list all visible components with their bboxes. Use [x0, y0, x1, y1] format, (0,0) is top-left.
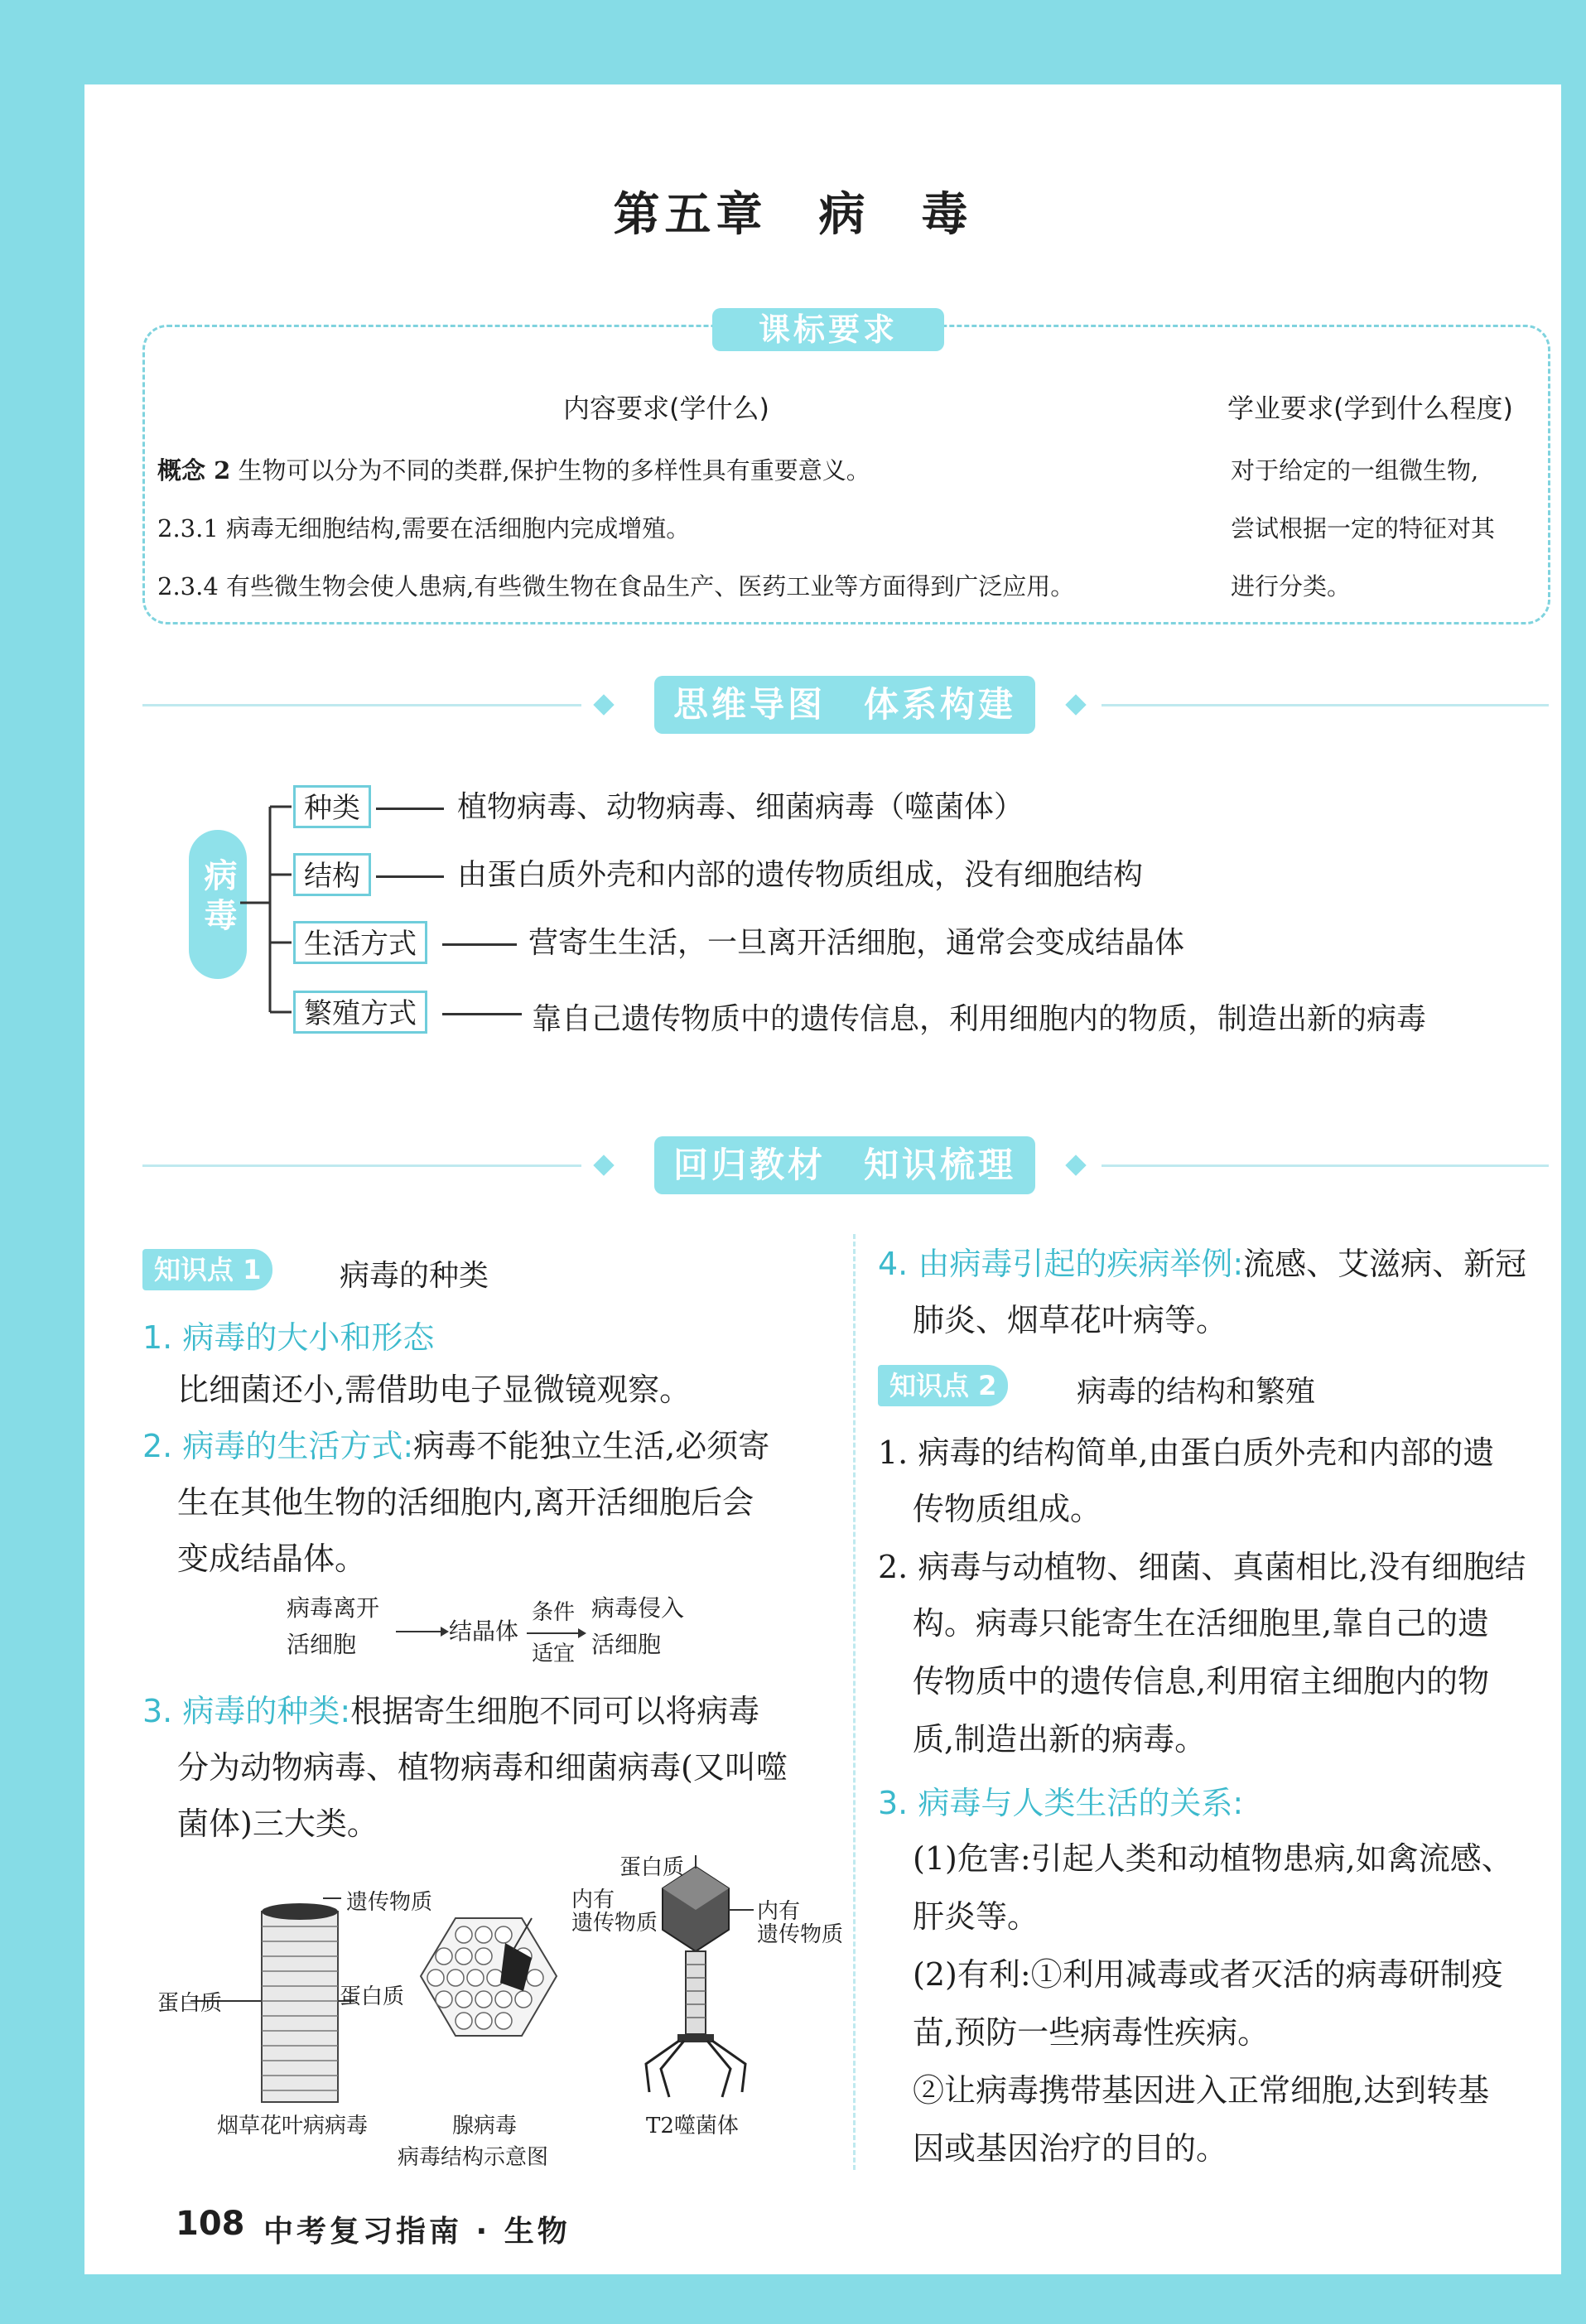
kp1-point3-line: 菌体)三大类。 [177, 1806, 378, 1842]
kp2-point2-line: 质,制造出新的病毒。 [913, 1721, 1207, 1757]
branch-line [442, 1013, 522, 1015]
kp2-point3-line: ②让病毒携带基因进入正常细胞,达到转基 [913, 2072, 1490, 2109]
mindmap-banner: 思维导图 体系构建 [654, 676, 1035, 734]
kp2-point2-line: 传物质中的遗传信息,利用宿主细胞内的物 [913, 1663, 1490, 1700]
page-number: 108 [176, 2205, 245, 2243]
mindmap-branch-text: 由蛋白质外壳和内部的遗传物质组成，没有细胞结构 [457, 858, 1144, 892]
t2-protein-label: 蛋白质 [619, 1855, 685, 1880]
mindmap-root [189, 830, 247, 979]
t2-inner-label [757, 1900, 843, 1946]
kp1-point2-line: 生在其他生物的活细胞内,离开活细胞后会 [177, 1484, 754, 1521]
kp1-point2-label: 2. 病毒的生活方式: [142, 1428, 414, 1464]
section-divider [1102, 704, 1549, 706]
kp2-point3-line: 肝炎等。 [913, 1898, 1039, 1935]
requirement-item: 2.3.1 病毒无细胞结构,需要在活细胞内完成增殖。 [157, 514, 691, 542]
mindmap-branch-text: 营寄生生活，一旦离开活细胞，通常会变成结晶体 [528, 926, 1185, 960]
kp1-point2 [142, 1418, 830, 1474]
arrow-icon [396, 1625, 449, 1638]
adenovirus-illustration [421, 1918, 557, 2036]
page-frame-bottom [0, 2274, 1586, 2324]
branch-line [376, 875, 444, 878]
branch-line [442, 943, 517, 946]
page-frame-left [0, 0, 84, 2324]
content-header: 内容要求(学什么) [563, 393, 769, 424]
flow-right [591, 1590, 684, 1663]
tmv-name: 烟草花叶病病毒 [217, 2114, 369, 2138]
kp1-badge: 知识点 1 [142, 1249, 272, 1290]
academic-line: 对于给定的一组微生物, [1231, 456, 1479, 485]
kp2-point2-line: 2. 病毒与动植物、细菌、真菌相比,没有细胞结 [878, 1549, 1526, 1585]
point4 [878, 1236, 1557, 1292]
mindmap-branch-text: 植物病毒、动物病毒、细菌病毒（噬菌体） [457, 790, 1024, 824]
flow-mid: 结晶体 [449, 1618, 519, 1645]
kp2-point3-line: (2)有利:①利用减毒或者灭活的病毒研制疫 [913, 1956, 1503, 1993]
flow-condition-bottom: 适宜 [532, 1642, 576, 1666]
t2-name: T2噬菌体 [646, 2114, 739, 2138]
curriculum-banner: 课标要求 [712, 308, 944, 351]
kp1-point3-label: 3. 病毒的种类: [142, 1693, 351, 1729]
kp1-point2-line: 病毒不能独立生活,必须寄 [413, 1428, 770, 1464]
kp2-point1-line: 传物质组成。 [913, 1491, 1102, 1527]
chapter-title: 第五章 病 毒 [613, 187, 973, 242]
t2-phage-illustration [646, 1855, 754, 2097]
flow-left [287, 1590, 379, 1663]
flow-left-line: 病毒离开 [287, 1594, 380, 1622]
kp2-point3-line: 因或基因治疗的目的。 [913, 2130, 1228, 2167]
book-title: 中考复习指南 · 生物 [263, 2215, 571, 2249]
t2-inner-line: 内有 [757, 1899, 801, 1924]
adeno-inner-line: 内有 [571, 1888, 615, 1912]
tmv-protein-label: 蛋白质 [157, 1991, 223, 2016]
mindmap-root-text: 病毒 [199, 858, 237, 938]
tmv-genetic-label: 遗传物质 [346, 1890, 433, 1915]
mindmap-branch-label: 结构 [293, 853, 371, 896]
diamond-icon [1065, 694, 1086, 715]
flow-right-line: 活细胞 [591, 1631, 662, 1658]
flow-right-line: 病毒侵入 [591, 1594, 685, 1622]
point4-line: 流感、艾滋病、新冠 [1243, 1246, 1527, 1282]
kp2-point1-line: 1. 病毒的结构简单,由蛋白质外壳和内部的遗 [878, 1434, 1495, 1471]
t2-inner-line: 遗传物质 [757, 1922, 844, 1947]
kp2-point2-line: 构。病毒只能寄生在活细胞里,靠自己的遗 [913, 1605, 1490, 1642]
academic-line: 进行分类。 [1231, 572, 1352, 600]
kp1-point3 [142, 1683, 830, 1739]
adeno-name: 腺病毒 [452, 2114, 518, 2138]
diamond-icon [593, 694, 614, 715]
diamond-icon [1065, 1155, 1086, 1175]
page-frame-top [0, 0, 1586, 84]
academic-line: 尝试根据一定的特征对其 [1231, 514, 1496, 542]
diamond-icon [593, 1155, 614, 1175]
kp2-point3-line: (1)危害:引起人类和动植物患病,如禽流感、 [913, 1840, 1513, 1877]
kp1-point3-line: 根据寄生细胞不同可以将病毒 [350, 1693, 760, 1729]
page-frame-right [1561, 0, 1586, 2324]
section-divider [142, 1164, 581, 1167]
mindmap-connector [240, 795, 298, 1027]
section-divider [142, 704, 581, 706]
kp2-point3-label: 3. 病毒与人类生活的关系: [878, 1785, 1244, 1821]
flow-condition-top: 条件 [532, 1600, 576, 1625]
point4-label: 4. 由病毒引起的疾病举例: [878, 1246, 1244, 1282]
kp1-title: 病毒的种类 [340, 1259, 489, 1293]
kp1-point1-label: 1. 病毒的大小和形态 [142, 1319, 435, 1356]
concept-line [157, 454, 870, 487]
adeno-inner-line: 遗传物质 [571, 1911, 658, 1936]
kp2-point3-line: 苗,预防一些病毒性疾病。 [913, 2014, 1270, 2051]
mindmap-branch-label: 繁殖方式 [293, 991, 427, 1034]
concept-text: 生物可以分为不同的类群,保护生物的多样性具有重要意义。 [238, 456, 870, 485]
concept-label: 概念 2 [157, 456, 231, 485]
review-banner: 回归教材 知识梳理 [654, 1136, 1035, 1194]
flow-left-line: 活细胞 [287, 1631, 357, 1658]
kp1-point1-text: 比细菌还小,需借助电子显微镜观察。 [177, 1372, 692, 1408]
kp1-point3-line: 分为动物病毒、植物病毒和细菌病毒(又叫噬 [177, 1749, 788, 1786]
kp1-point2-line: 变成结晶体。 [177, 1540, 367, 1577]
adeno-protein-label: 蛋白质 [340, 1984, 405, 2009]
mindmap-branch-text: 靠自己遗传物质中的遗传信息，利用细胞内的物质，制造出新的病毒 [532, 1002, 1427, 1036]
branch-line [376, 808, 444, 810]
academic-header: 学业要求(学到什么程度) [1227, 393, 1513, 424]
section-divider [1102, 1164, 1549, 1167]
requirement-item: 2.3.4 有些微生物会使人患病,有些微生物在食品生产、医药工业等方面得到广泛应用。 [157, 572, 1075, 600]
mindmap-branch-label: 种类 [293, 785, 371, 828]
adeno-inner-label [571, 1888, 658, 1935]
point4-line: 肺炎、烟草花叶病等。 [913, 1302, 1228, 1338]
figure-caption: 病毒结构示意图 [398, 2145, 549, 2170]
mindmap-branch-label: 生活方式 [293, 921, 427, 964]
kp2-badge: 知识点 2 [878, 1365, 1008, 1406]
column-divider [853, 1234, 856, 2170]
kp2-title: 病毒的结构和繁殖 [1077, 1375, 1316, 1409]
